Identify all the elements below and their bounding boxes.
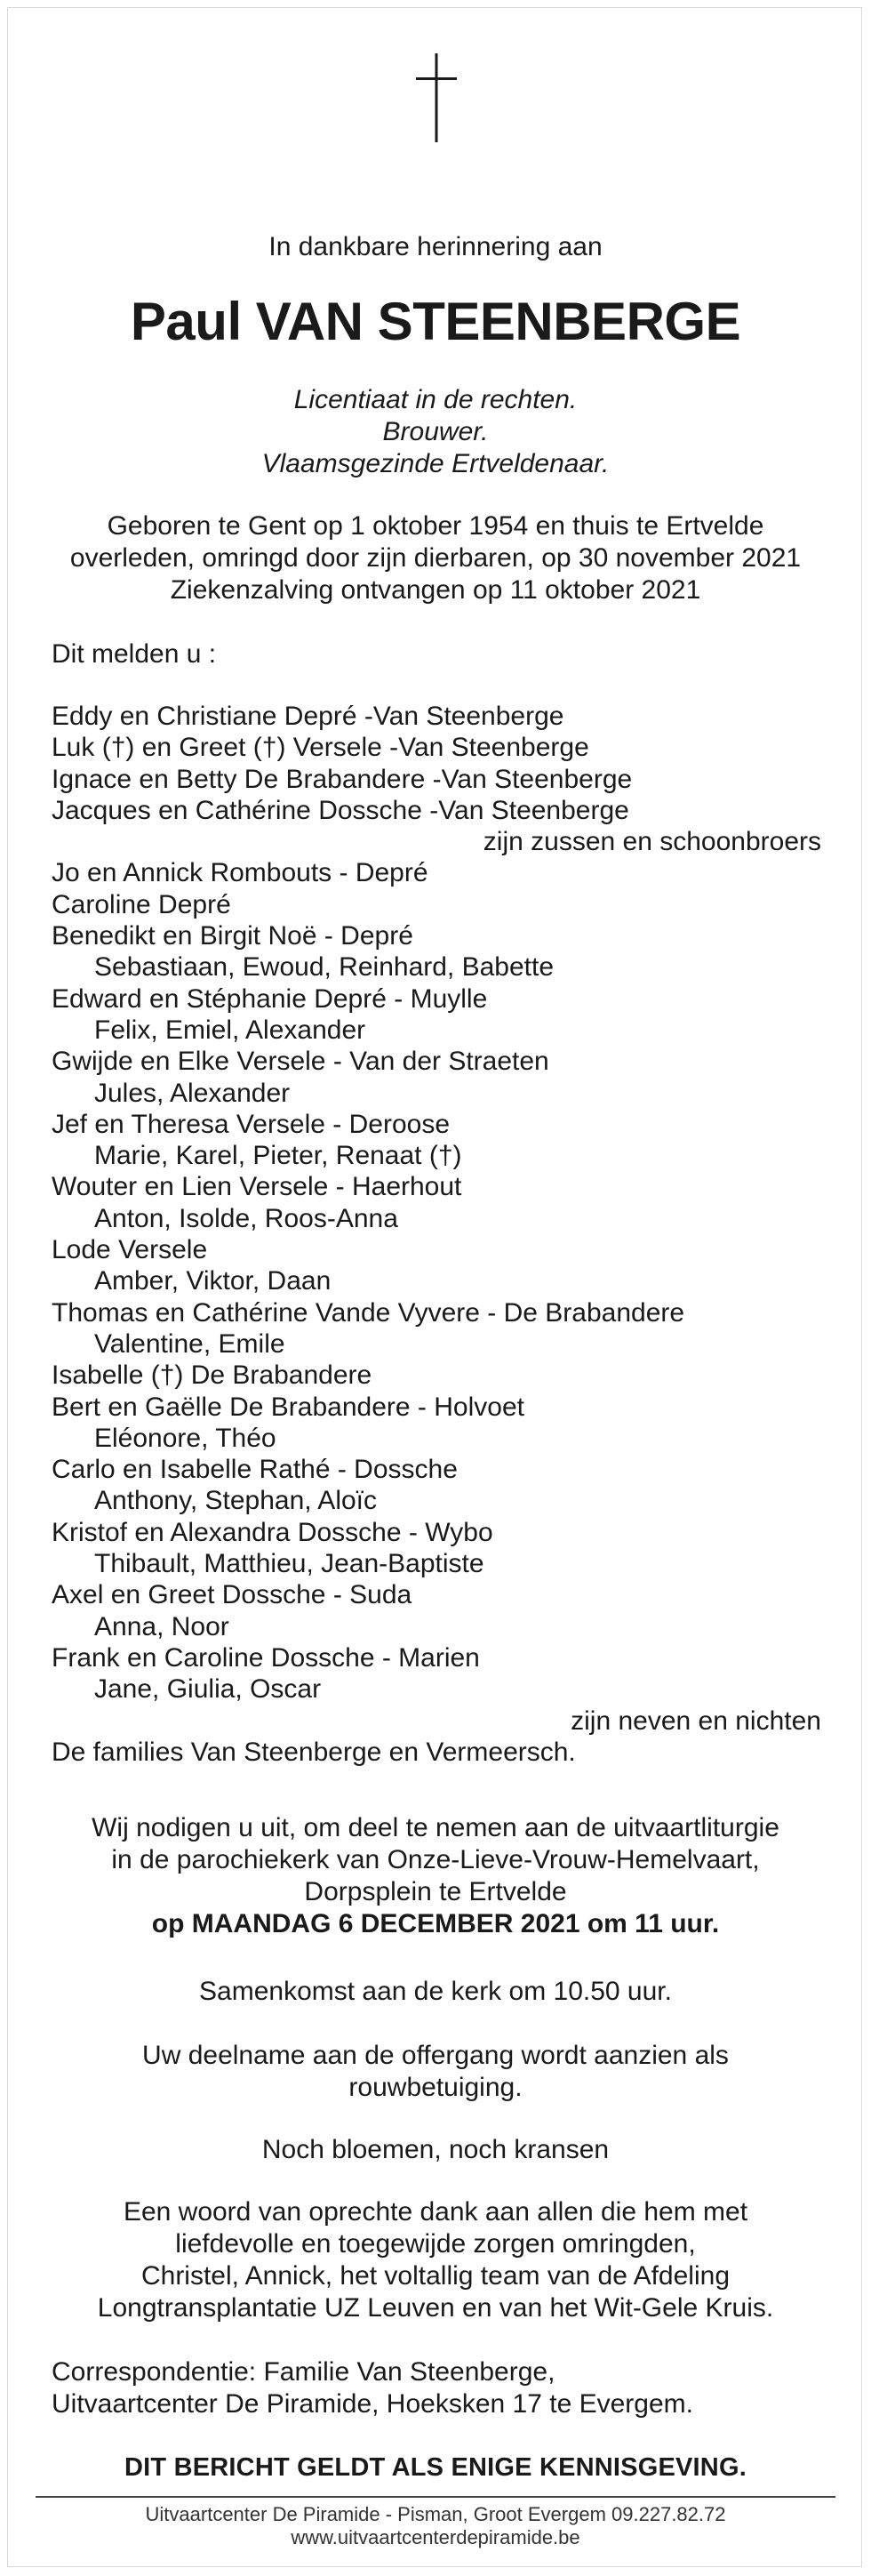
family-member: Thomas en Cathérine Vande Vyvere - De Brabandere bbox=[52, 1297, 685, 1328]
invite-line: in de parochiekerk van Onze-Lieve-Vrouw-Hemelvaart, bbox=[111, 1845, 760, 1874]
family-member: Isabelle (†) De Brabandere bbox=[52, 1360, 372, 1391]
relation-label: zijn zussen en schoonbroers bbox=[483, 827, 821, 857]
family-member: Wouter en Lien Versele - Haerhout bbox=[52, 1172, 462, 1202]
title-line: Vlaamsgezinde Ertveldenaar. bbox=[261, 449, 610, 478]
family-member: Jef en Theresa Versele - Deroose bbox=[52, 1109, 451, 1139]
family-member: Kristof en Alexandra Dossche - Wybo bbox=[52, 1517, 493, 1547]
sacrament-line: Ziekenzalving ontvangen op 11 oktober 2021 bbox=[170, 575, 701, 605]
notice-line: DIT BERICHT GELDT ALS ENIGE KENNISGEVING. bbox=[124, 2453, 747, 2482]
birth-line: Geboren te Gent op 1 oktober 1954 en thuis te Ertvelde bbox=[107, 511, 764, 541]
family-member: Bert en Gaëlle De Brabandere - Holvoet bbox=[52, 1392, 524, 1422]
family-member: Lode Versele bbox=[52, 1235, 208, 1265]
death-line: overleden, omringd door zijn dierbaren, op 30 november 2021 bbox=[69, 543, 802, 573]
footer-divider bbox=[36, 2496, 835, 2498]
family-member: Ignace en Betty De Brabandere -Van Steenberge bbox=[52, 764, 633, 794]
family-children: Anna, Noor bbox=[94, 1611, 229, 1641]
family-children: Valentine, Emile bbox=[94, 1328, 285, 1359]
family-children: Anthony, Stephan, Aloïc bbox=[94, 1486, 378, 1516]
thanks-line: Christel, Annick, het voltallig team van de Afdeling bbox=[140, 2261, 731, 2291]
titles-block bbox=[36, 384, 835, 480]
website-link[interactable]: www.uitvaartcenterdepiramide.be bbox=[291, 2526, 580, 2548]
thanks-block bbox=[36, 2196, 835, 2324]
family-children: Jane, Giulia, Oscar bbox=[94, 1674, 322, 1705]
correspondence-line: Uitvaartcenter De Piramide, Hoeksken 17 te Evergem. bbox=[52, 2389, 693, 2419]
family-children: Marie, Karel, Pieter, Renaat (†) bbox=[94, 1141, 462, 1171]
thanks-line: Een woord van oprechte dank aan allen die hem met bbox=[123, 2197, 748, 2227]
invite-line: Wij nodigen u uit, om deel te nemen aan de uitvaartliturgie bbox=[92, 1813, 779, 1842]
family-member: Benedikt en Birgit Noë - Depré bbox=[52, 921, 413, 951]
announce-line: Dit melden u : bbox=[52, 639, 217, 669]
family-children: Anton, Isolde, Roos-Anna bbox=[94, 1203, 398, 1233]
family-children: Felix, Emiel, Alexander bbox=[94, 1015, 366, 1045]
family-children: Sebastiaan, Ewoud, Reinhard, Babette bbox=[94, 952, 555, 983]
family-member: De families Van Steenberge en Vermeersch. bbox=[52, 1737, 576, 1767]
family-member: Caroline Depré bbox=[52, 889, 231, 919]
birth-death-block bbox=[36, 510, 835, 606]
family-member: Eddy en Christiane Depré -Van Steenberge bbox=[52, 702, 564, 731]
funeral-home-line: Uitvaartcenter De Piramide - Pisman, Groot Evergem 09.227.82.72 bbox=[145, 2503, 726, 2525]
deceased-name: Paul VAN STEENBERGE bbox=[130, 292, 741, 351]
family-member: Jo en Annick Rombouts - Depré bbox=[52, 858, 428, 888]
family-member: Frank en Caroline Dossche - Marien bbox=[52, 1642, 480, 1673]
relation-label: zijn neven en nichten bbox=[571, 1705, 821, 1736]
title-line: Licentiaat in de rechten. bbox=[293, 385, 578, 414]
family-children: Jules, Alexander bbox=[94, 1078, 291, 1108]
correspondence-line: Correspondentie: Familie Van Steenberge, bbox=[52, 2357, 555, 2387]
footer-block bbox=[36, 2503, 835, 2549]
family-member: Axel en Greet Dossche - Suda bbox=[52, 1580, 412, 1610]
family-list bbox=[52, 701, 821, 1768]
offering-block bbox=[36, 2040, 835, 2104]
offering-line: Uw deelname aan de offergang wordt aanzien als bbox=[142, 2041, 729, 2070]
family-member: Edward en Stéphanie Depré - Muylle bbox=[52, 983, 488, 1014]
invite-line: Dorpsplein te Ertvelde bbox=[304, 1877, 567, 1906]
gathering-line: Samenkomst aan de kerk om 10.50 uur. bbox=[199, 1977, 672, 2006]
title-line: Brouwer. bbox=[382, 417, 489, 446]
family-children: Amber, Viktor, Daan bbox=[94, 1266, 332, 1296]
flowers-line: Noch bloemen, noch kransen bbox=[261, 2135, 610, 2164]
thanks-line: Longtransplantatie UZ Leuven en van het Wit-Gele Kruis. bbox=[97, 2293, 774, 2323]
correspondence-block bbox=[52, 2356, 693, 2420]
family-children: Thibault, Matthieu, Jean-Baptiste bbox=[94, 1549, 484, 1579]
family-member: Luk (†) en Greet (†) Versele -Van Steenberge bbox=[52, 733, 589, 763]
family-member: Carlo en Isabelle Rathé - Dossche bbox=[52, 1455, 458, 1485]
family-member: Jacques en Cathérine Dossche -Van Steenberge bbox=[52, 795, 629, 825]
family-member: Gwijde en Elke Versele - Van der Straeten bbox=[52, 1047, 549, 1077]
funeral-date: op MAANDAG 6 DECEMBER 2021 om 11 uur. bbox=[151, 1909, 720, 1938]
intro-line: In dankbare herinnering aan bbox=[268, 232, 603, 261]
thanks-line: liefdevolle en toegewijde zorgen omringden, bbox=[175, 2229, 696, 2259]
cross-icon bbox=[416, 53, 457, 142]
family-children: Eléonore, Théo bbox=[94, 1423, 276, 1453]
offering-line: rouwbetuiging. bbox=[348, 2073, 523, 2102]
invitation-block bbox=[36, 1812, 835, 1940]
